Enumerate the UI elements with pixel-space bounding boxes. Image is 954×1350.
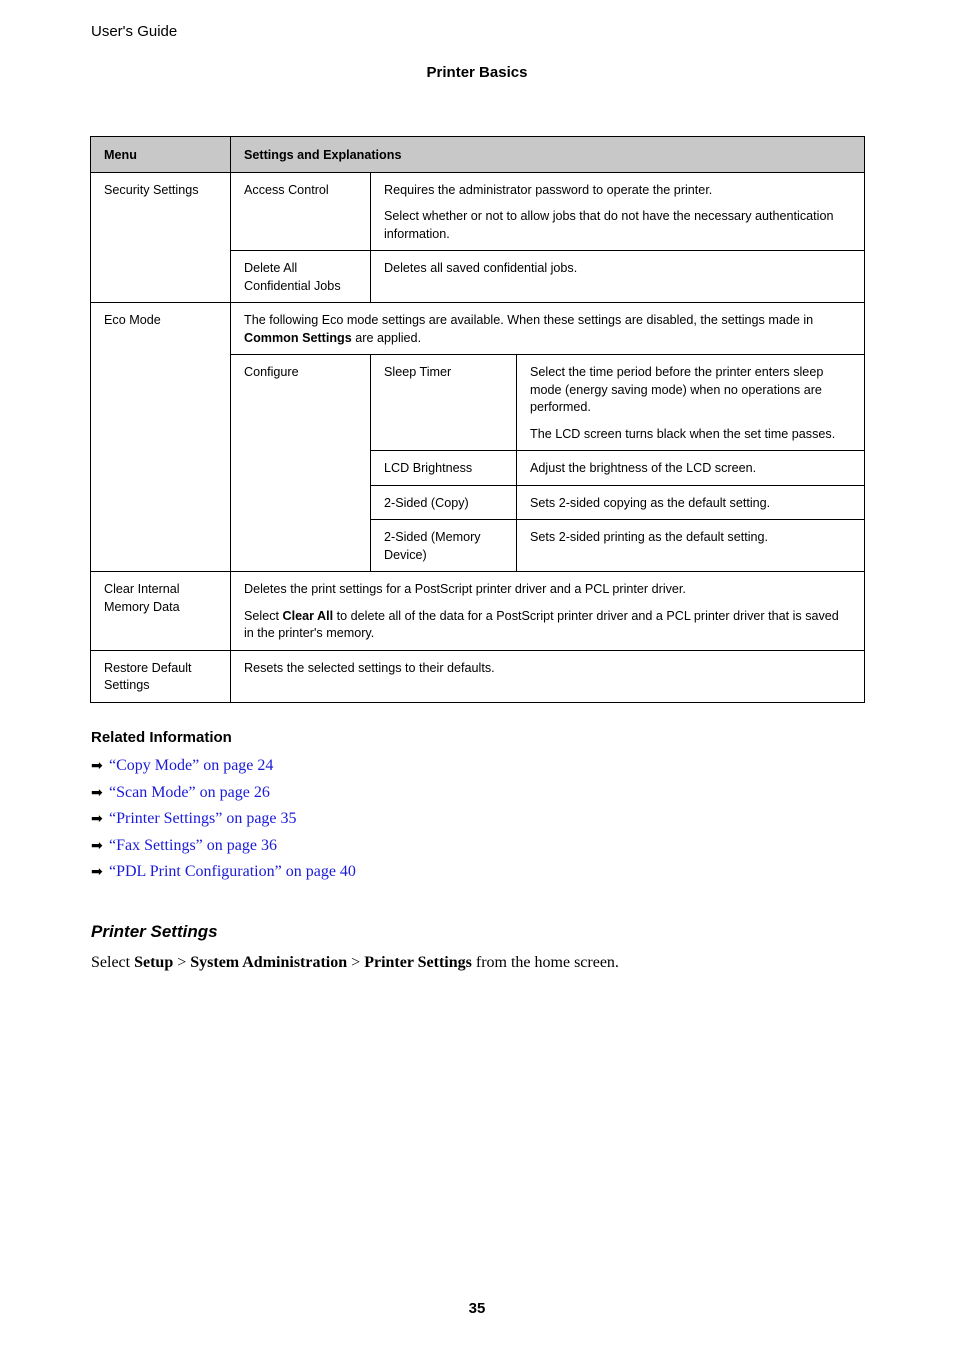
table-row xyxy=(91,303,865,355)
access-control-description xyxy=(371,172,865,251)
arrow-right-icon: ➡ xyxy=(91,864,103,880)
menu-security-settings: Security Settings xyxy=(91,172,231,303)
link-pdl-print-configuration[interactable]: “PDL Print Configuration” on page 40 xyxy=(109,863,356,880)
instruction-printer-settings: Printer Settings xyxy=(364,954,472,971)
2-sided-copy-description: Sets 2-sided copying as the default setting. xyxy=(517,485,865,520)
sleep-timer-desc-1: Select the time period before the printer enters sleep mode (energy saving mode) when no operations are performed. xyxy=(530,365,824,414)
running-header-section-title: Printer Basics xyxy=(426,64,528,81)
printer-settings-instruction xyxy=(91,954,619,972)
column-header-settings: Settings and Explanations xyxy=(231,137,865,173)
list-item xyxy=(91,836,356,863)
eco-mode-intro xyxy=(231,303,865,355)
menu-eco-mode: Eco Mode xyxy=(91,303,231,572)
arrow-right-icon: ➡ xyxy=(91,811,103,827)
table-row xyxy=(91,172,865,251)
clear-memory-desc-2-before: Select xyxy=(244,608,283,623)
related-links-list xyxy=(91,756,356,889)
clear-all-bold: Clear All xyxy=(282,608,334,623)
clear-memory-desc-2 xyxy=(244,608,852,643)
instruction-setup: Setup xyxy=(134,954,174,971)
list-item xyxy=(91,783,356,810)
sleep-timer-desc-2: The LCD screen turns black when the set time passes. xyxy=(530,426,836,441)
instruction-select: Select xyxy=(91,954,135,971)
page-number: 35 xyxy=(468,1300,486,1317)
list-item xyxy=(91,809,356,836)
menu-restore-default-settings: Restore Default Settings xyxy=(91,650,231,702)
setting-2-sided-copy: 2-Sided (Copy) xyxy=(371,485,517,520)
instruction-separator-2: > xyxy=(347,954,365,971)
setting-2-sided-memory-device: 2-Sided (Memory Device) xyxy=(371,520,517,572)
related-information-title: Related Information xyxy=(91,729,232,746)
link-printer-settings[interactable]: “Printer Settings” on page 35 xyxy=(109,810,297,827)
eco-intro-bold: Common Settings xyxy=(244,330,352,345)
arrow-right-icon: ➡ xyxy=(91,837,103,854)
delete-all-description: Deletes all saved confidential jobs. xyxy=(371,251,865,303)
setting-configure: Configure xyxy=(231,355,371,572)
restore-description: Resets the selected settings to their defaults. xyxy=(231,650,865,702)
setting-access-control: Access Control xyxy=(231,172,371,251)
clear-memory-desc-1: Deletes the print settings for a PostScript printer driver and a PCL printer driver. xyxy=(244,582,686,596)
list-item xyxy=(91,756,356,783)
setting-sleep-timer: Sleep Timer xyxy=(371,355,517,451)
clear-memory-description xyxy=(231,572,865,651)
arrow-right-icon: ➡ xyxy=(91,784,103,801)
table-row xyxy=(91,572,865,651)
access-control-desc-2: Select whether or not to allow jobs that do not have the necessary authentication information. xyxy=(384,209,834,241)
setting-delete-all: Delete All Confidential Jobs xyxy=(231,251,371,303)
column-header-menu: Menu xyxy=(91,137,231,173)
list-item xyxy=(91,862,356,889)
clear-memory-desc-2-after: to delete all of the data for a PostScript printer driver and a PCL printer driver that is saved in the printer's memory. xyxy=(244,608,839,640)
access-control-desc-1: Requires the administrator password to operate the printer. xyxy=(384,182,713,197)
arrow-right-icon: ➡ xyxy=(91,758,103,774)
setting-lcd-brightness: LCD Brightness xyxy=(371,451,517,486)
link-copy-mode[interactable]: “Copy Mode” on page 24 xyxy=(109,757,274,774)
2-sided-memory-description: Sets 2-sided printing as the default setting. xyxy=(517,520,865,572)
eco-intro-text-1: The following Eco mode settings are available. When these settings are disabled, the settings made in xyxy=(244,313,814,327)
menu-clear-internal-memory: Clear Internal Memory Data xyxy=(91,572,231,651)
settings-table xyxy=(90,136,865,703)
instruction-system-administration: System Administration xyxy=(190,954,348,971)
printer-settings-heading: Printer Settings xyxy=(91,922,218,941)
lcd-brightness-description: Adjust the brightness of the LCD screen. xyxy=(517,451,865,486)
instruction-tail: from the home screen. xyxy=(471,954,619,971)
link-fax-settings[interactable]: “Fax Settings” on page 36 xyxy=(109,836,277,854)
table-row xyxy=(91,650,865,702)
table-header-row xyxy=(91,137,865,173)
link-scan-mode[interactable]: “Scan Mode” on page 26 xyxy=(109,783,270,801)
instruction-separator-1: > xyxy=(173,954,191,971)
eco-intro-text-2: are applied. xyxy=(351,330,422,345)
sleep-timer-description xyxy=(517,355,865,451)
running-header-guide-title: User's Guide xyxy=(91,23,178,40)
